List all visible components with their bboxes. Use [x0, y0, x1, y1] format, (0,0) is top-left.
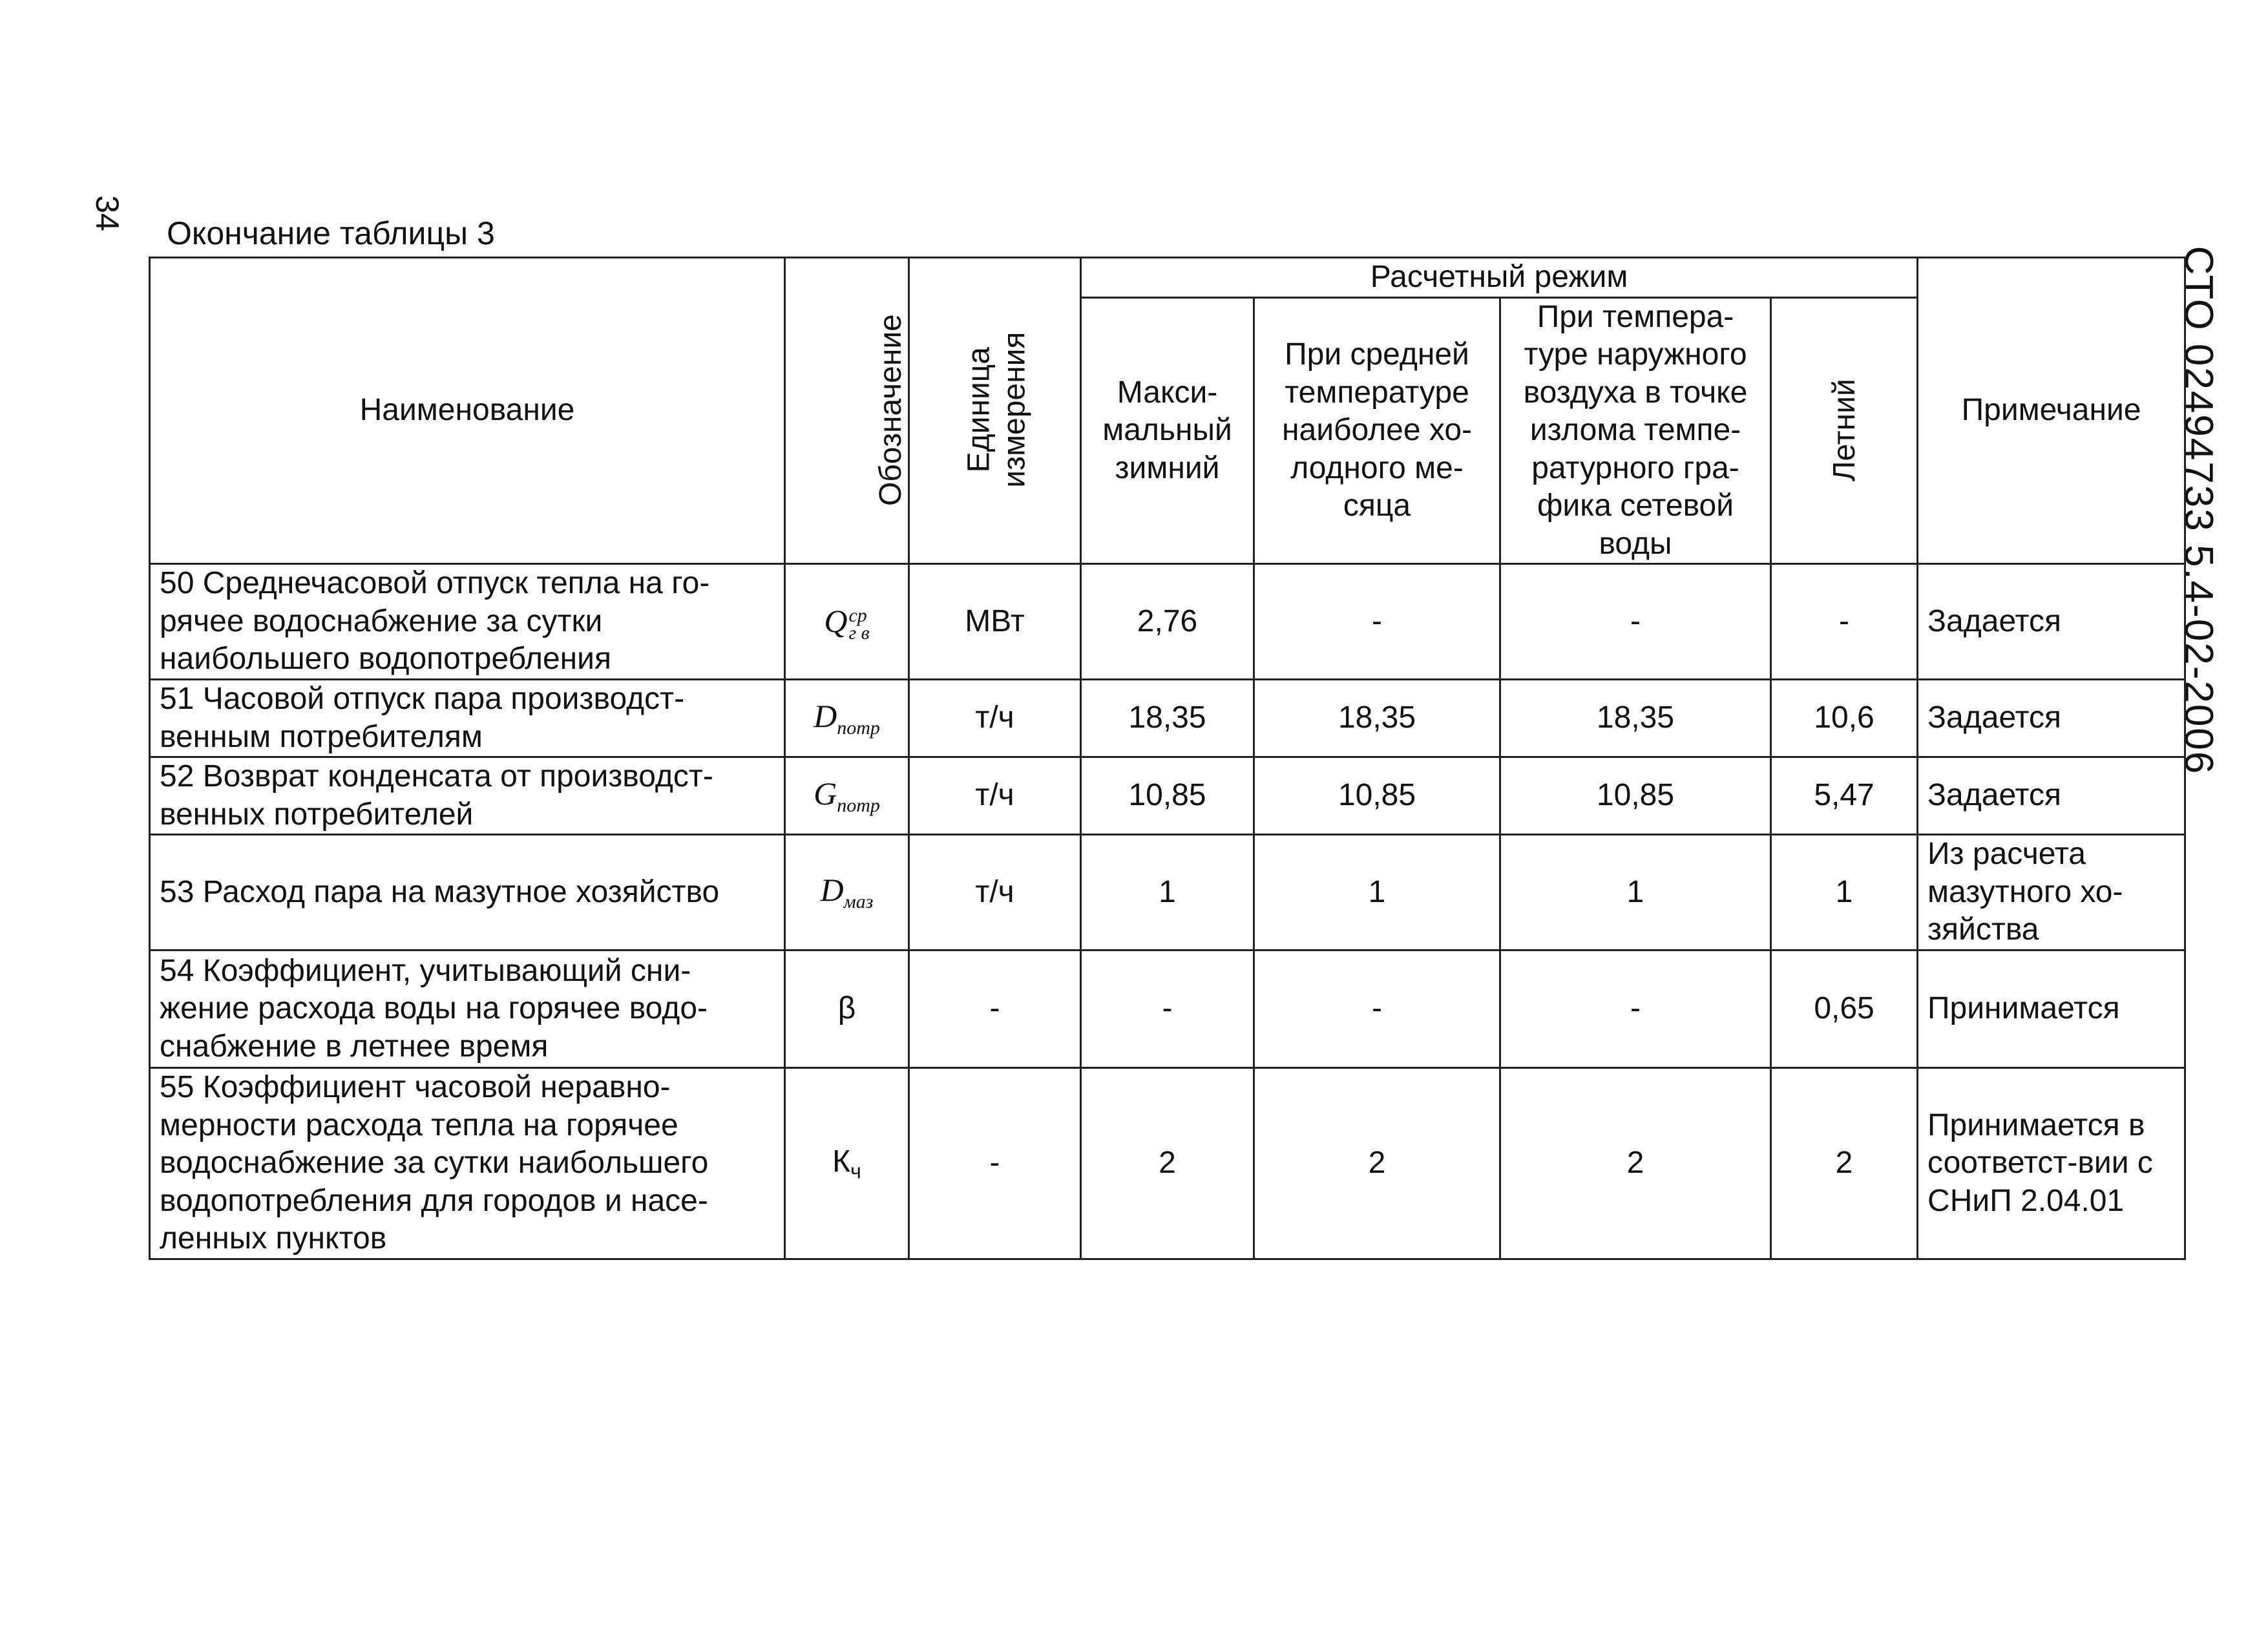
row-unit: т/ч: [909, 757, 1081, 835]
row-break: -: [1500, 564, 1771, 680]
header-designation: [785, 258, 909, 564]
row-symbol: [785, 680, 909, 757]
header-name: Наименование: [150, 258, 785, 564]
row-note: Принимается: [1918, 950, 2185, 1067]
row-summer: 5,47: [1771, 757, 1918, 835]
row-break: 18,35: [1500, 680, 1771, 757]
table-caption: Окончание таблицы 3: [167, 215, 495, 251]
table-row: [150, 950, 2185, 1067]
table-row: [150, 564, 2185, 680]
page-number: 34: [89, 195, 125, 231]
header-row-top: [150, 258, 2185, 298]
row-break: 1: [1500, 835, 1771, 951]
header-unit: [909, 258, 1081, 564]
row-max: 10,85: [1081, 757, 1254, 835]
row-symbol: [785, 950, 909, 1067]
row-note: Задается: [1918, 757, 2185, 835]
row-summer: 1: [1771, 835, 1918, 951]
row-avg: 1: [1254, 835, 1500, 951]
row-max: 2,76: [1081, 564, 1254, 680]
row-note: Из расчета мазутного хо-зяйства: [1918, 835, 2185, 951]
row-symbol: [785, 835, 909, 951]
row-avg: 2: [1254, 1067, 1500, 1259]
row-name: 51 Часовой отпуск пара производст-венным потребителям: [150, 680, 785, 757]
symbol-beta: β: [837, 991, 856, 1026]
document-code: СТО 02494733 5.4-02-2006: [2176, 246, 2221, 775]
row-break: 2: [1500, 1067, 1771, 1259]
symbol-q: Q ср г в: [824, 602, 870, 644]
row-max: 1: [1081, 835, 1254, 951]
row-name: 54 Коэффициент, учитывающий сни-жение расхода воды на горячее водо-снабжение в летнее время: [150, 950, 785, 1067]
row-symbol: [785, 564, 909, 680]
table-row: [150, 680, 2185, 757]
header-mode-max: Макси-мальный зимний: [1081, 297, 1254, 564]
row-name: 55 Коэффициент часовой неравно-мерности расхода тепла на горячее водоснабжение за сутки наибольшего водопотребления для городов и насе-ленных пунктов: [150, 1067, 785, 1259]
header-mode-break: При темпера-туре наружного воздуха в точке излома темпе-ратурного гра-фика сетевой воды: [1500, 297, 1771, 564]
header-unit-line2: измерения: [997, 331, 1032, 488]
header-unit-line1: Единица: [961, 347, 996, 473]
header-unit-label: [961, 332, 1032, 488]
parameters-table: [149, 257, 2186, 1260]
symbol-d: $D_{маз}$: [820, 872, 874, 913]
row-unit: МВт: [909, 564, 1081, 680]
header-mode-group: Расчетный режим: [1081, 258, 1918, 298]
row-break: 10,85: [1500, 757, 1771, 835]
table-row: [150, 757, 2185, 835]
symbol-d: $D_{потр}$: [814, 697, 880, 739]
row-symbol: [785, 1067, 909, 1259]
row-avg: -: [1254, 564, 1500, 680]
row-name: 50 Среднечасовой отпуск тепла на го-рячее водоснабжение за сутки наибольшего водопотребления: [150, 564, 785, 680]
header-note: Примечание: [1918, 258, 2185, 564]
header-mode-summer-label: Летний: [1827, 379, 1862, 482]
row-max: 2: [1081, 1067, 1254, 1259]
row-name: 52 Возврат конденсата от производст-венных потребителей: [150, 757, 785, 835]
header-mode-summer: [1771, 297, 1918, 564]
row-summer: 0,65: [1771, 950, 1918, 1067]
row-note: Принимается в соответст-вии с СНиП 2.04.01: [1918, 1067, 2185, 1259]
row-max: -: [1081, 950, 1254, 1067]
symbol-g: $G_{потр}$: [814, 775, 880, 816]
row-note: Задается: [1918, 680, 2185, 757]
symbol-k: $К_ч$: [832, 1144, 861, 1183]
table-row: [150, 1067, 2185, 1259]
row-unit: т/ч: [909, 835, 1081, 951]
row-summer: 10,6: [1771, 680, 1918, 757]
row-unit: -: [909, 950, 1081, 1067]
row-break: -: [1500, 950, 1771, 1067]
row-summer: -: [1771, 564, 1918, 680]
header-mode-avg: При средней температуре наиболее хо-лодного ме-сяца: [1254, 297, 1500, 564]
row-symbol: [785, 757, 909, 835]
row-name: 53 Расход пара на мазутное хозяйство: [150, 835, 785, 951]
row-note: Задается: [1918, 564, 2185, 680]
row-avg: 10,85: [1254, 757, 1500, 835]
table-row: [150, 835, 2185, 951]
row-unit: т/ч: [909, 680, 1081, 757]
header-designation-label: Обозначение: [873, 314, 908, 507]
row-summer: 2: [1771, 1067, 1918, 1259]
row-max: 18,35: [1081, 680, 1254, 757]
row-avg: 18,35: [1254, 680, 1500, 757]
row-avg: -: [1254, 950, 1500, 1067]
row-unit: -: [909, 1067, 1081, 1259]
